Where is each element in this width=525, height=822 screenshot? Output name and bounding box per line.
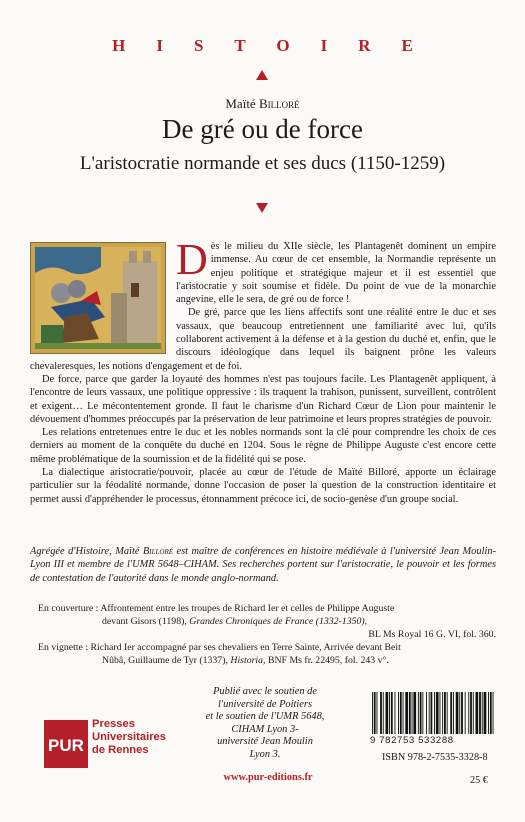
summary-paragraph-2: De gré, parce que les liens affectifs sont une réalité entre le duc et ses vassaux, que beaucoup entretiennent une familiarité avec lui, qu'ils collaborent activement à la défense et à la gestion du duché et, enfin, que le discours idéologique dans lequel ils baignent prône les valeurs chevaleresques, les notions d'engagement et de foi. [30,307,496,372]
vignette-illustration [30,242,166,354]
author-name: Maïté Billoré [225,96,300,111]
medieval-miniature-image [31,243,165,353]
price: 25 € [470,775,488,786]
vignette-credit-line-1: En vignette : Richard Ier accompagné par ses chevaliers en Terre Sainte, Arrivée devant Beit [38,642,401,653]
drop-cap: D [176,235,208,284]
barcode-bars [370,692,498,734]
svg-text:PUR: PUR [48,736,84,755]
publisher-url-link[interactable]: www.pur-editions.fr [223,772,313,783]
isbn: ISBN 978-2-7535-3328-8 [382,752,488,763]
summary-paragraph-5: La dialectique aristocratie/pouvoir, placée au cœur de l'étude de Maïté Billoré, apporte un éclairage particulier sur la féodalité normande, donne l'occasion de poser la question de la construction identitaire et permet aussi d'appréhender le processus, étonnamment précoce ici, de socio-genèse d'un groupe social. [30,467,496,505]
author-bio: Agrégée d'Histoire, Maïté Billoré est maître de conférences en histoire médiévale à l'université Jean Moulin-Lyon III et membre de l'UMR 5648–CIHAM. Ses recherches portent sur l'aristocratie, le pouvoir et les formes de contestation de l'autorité dans le monde anglo-normand. [30,546,496,584]
publisher-name: Presses Universitaires de Rennes [92,718,167,756]
summary-paragraph-4: Les relations entretenues entre le duc et les nobles normands sont la clé pour comprendre les choix de ces derniers au moment de la conquête du duché en 1204. Sous le règne de Philippe Auguste c'est encore cette même problématique de la soumission et de la fidélité qui se pose. [30,427,496,465]
book-title: De gré ou de force [162,114,363,144]
summary-paragraph-1: Dès le milieu du XIIe siècle, les Plantagenêt dominent un empire immense. Au cœur de cet ensemble, la Normandie représente un enjeu politique et stratégique majeur et il est essentiel que l'aristocratie y soit soumise et fidèle. Du point de vue de la monarchie angevine, elle le sera, de gré ou de force ! [176,235,496,306]
summary-paragraph-3: De force, parce que garder la loyauté des hommes n'est pas toujours facile. Les Plantagenêt appliquent, à l'encontre de leurs vassaux, une politique oppressive : ils traquent la trahison, punissent, surveillent, contrôlent et exigent… Le mécontentement gronde. Il faut le charisme d'un Richard Cœur de Lion pour maintenir le dévouement d'hommes préoccupés par la préservation de leur patrimoine et leurs propres stratégies de pouvoir. [30,373,496,425]
triangle-down-ornament [256,203,268,213]
barcode-number: 9 782753 533288 [370,735,454,746]
cover-credit-line-3: BL Ms Royal 16 G. VI, fol. 360. [368,629,496,640]
series-title: HISTOIRE [112,36,444,55]
triangle-up-ornament [256,70,268,80]
book-subtitle: L'aristocratie normande et ses ducs (1150-1259) [79,153,446,174]
publication-support-note: Publié avec le soutien de l'université de Poitiers et le soutien de l'UMR 5648, CIHAM Lyon 3- université Jean Moulin Lyon 3. [205,686,325,760]
barcode [370,692,498,746]
pur-logo-icon [44,720,88,768]
cover-credit-line-1: En couverture : Affrontement entre les troupes de Richard Ier et celles de Philippe Auguste [38,603,395,614]
publisher-logo [44,718,174,770]
vignette-credit-line-2: Nûbâ, Guillaume de Tyr (1337), Historia, BNF Ms fr. 22495, fol. 243 v°. [102,655,389,666]
back-cover-summary [30,235,496,506]
image-credits [38,602,496,667]
cover-credit-line-2: devant Gisors (1198), Grandes Chroniques de France (1332-1350), [102,616,368,627]
